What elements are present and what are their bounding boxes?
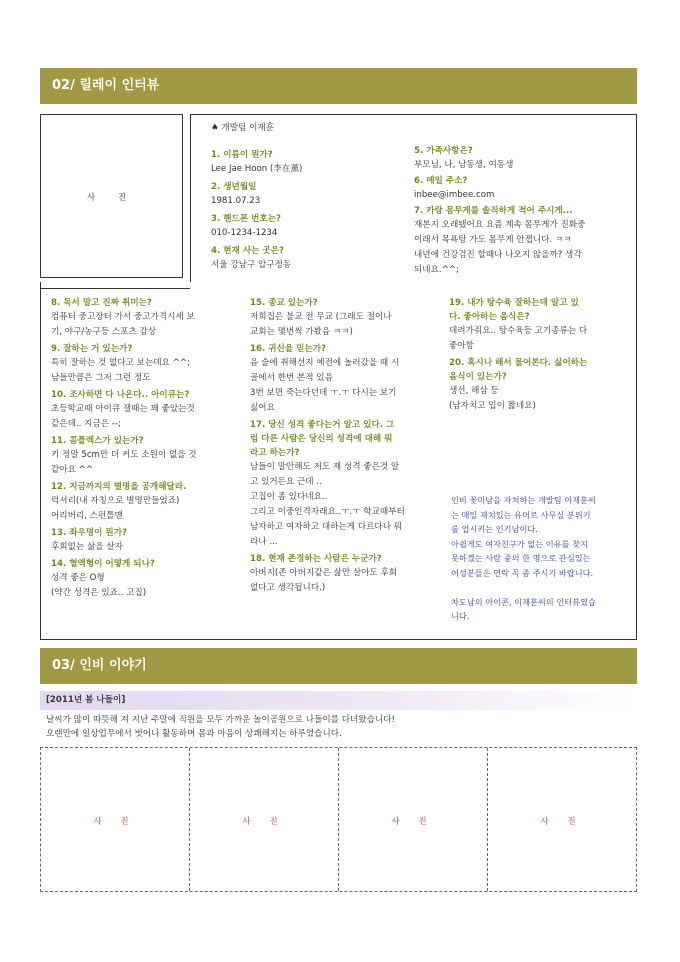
section-title: 02/ 릴레이 인터뷰 xyxy=(52,78,160,93)
answer: 싫어요 xyxy=(250,403,275,413)
answer: 생선, 해삼 등 xyxy=(449,386,499,396)
interview-column-2 xyxy=(250,296,432,596)
question: 12. 지금까지의 별명을 공개해달라. xyxy=(51,482,187,492)
note-line: 는 매일 재치있는 유머로 사무실 분위기 xyxy=(451,509,591,520)
answer: 이래서 목욕탕 가도 몸무게 안잽니다. ㅋㅋ xyxy=(414,235,572,245)
question: 다. 좋아하는 음식은? xyxy=(449,312,530,322)
question: 20. 혹시나 해서 물어본다. 싫어하는 xyxy=(449,358,588,368)
story-body xyxy=(46,713,395,741)
note-line: 아쉽게도 여자친구가 없는 이유를 찾지 xyxy=(451,538,588,549)
answer: (남자치고 입이 짧네요) xyxy=(449,401,536,411)
answer: 고집이 좀 있다네요.. xyxy=(250,492,328,502)
photo-grid xyxy=(40,747,637,892)
answer: 어리버리, 스펀틀맨 xyxy=(51,511,123,521)
note-line: 못하겠는 사람 중의 한 명으로 관심있는 xyxy=(451,553,591,563)
answer: 남자하고 여자하고 대하는게 다르다나 뭐 xyxy=(250,522,403,532)
answer: 서울 강남구 압구정동 xyxy=(211,260,292,270)
answer: Lee Jae Hoon (李在薰) xyxy=(211,164,303,174)
question: 4. 현재 사는 곳은? xyxy=(211,246,285,256)
answer: 저희집은 불교 전 무교 (그래도 절이나 xyxy=(250,312,392,322)
question: 5. 가족사항은? xyxy=(414,146,473,156)
question: 15. 종교 있는가? xyxy=(250,298,318,308)
answer: 아버지(존 아버지같은 삶만 살아도 후회 xyxy=(250,568,398,578)
answer: 남들만큼은 그저 그런 정도 xyxy=(51,373,151,383)
answer: 남들이 말안해도 저도 제 성격 좋은것 알 xyxy=(250,462,400,472)
question: 16. 귀신을 믿는가? xyxy=(250,344,327,354)
photo-label: 사 진 xyxy=(86,193,137,203)
note-line: 여성분들은 연락 꼭 좀 주시기 바랍니다. xyxy=(451,567,594,578)
answer: 컴퓨터 중고장터 가서 중고가격시세 보 xyxy=(51,312,195,322)
question: 8. 독서 말고 진짜 취미는? xyxy=(51,298,152,308)
question: 럼 다른 사람은 당신의 성격에 대해 뭐 xyxy=(250,434,393,444)
section-header-relay-interview xyxy=(40,68,637,104)
note-line: 니다. xyxy=(451,611,470,621)
question: 6. 메일 주소? xyxy=(414,176,468,186)
photo-placeholder xyxy=(488,748,636,891)
answer: 고 있거든요 근데 .. xyxy=(250,477,322,487)
story-banner xyxy=(40,691,637,710)
answer: 010-1234-1234 xyxy=(211,228,278,238)
answer: 기, 야구/농구등 스포츠 감상 xyxy=(51,327,157,337)
answer: 부모님, 나, 남동생, 여동생 xyxy=(414,160,514,170)
question: 7. 카랑 몸무게를 솔직하게 적어 주시게... xyxy=(414,206,573,216)
photo-placeholder xyxy=(190,748,339,891)
answer: 초등학교때 아이큐 잴때는 꽤 좋았는것 xyxy=(51,404,195,414)
spade-icon: ♠ xyxy=(211,123,219,133)
question: 9. 잘하는 거 있는가? xyxy=(51,344,133,354)
profile-left-column xyxy=(211,148,396,273)
note-line: 를 업시키는 인기남이다. xyxy=(451,524,538,534)
answer: 키 정말 5cm만 더 커도 소원이 없을 것 xyxy=(51,450,197,460)
photo-label: 사 진 xyxy=(391,817,435,827)
answer: 특히 잘하는 것 없다고 보는데요 ^^; xyxy=(51,358,190,368)
note-line: 차도남의 아이콘, 이재훈씨의 인터뷰였습 xyxy=(451,596,596,607)
answer: 같은데.. 지금은 --; xyxy=(51,419,121,429)
story-line: 날씨가 많이 따뜻해 져 지난 주말에 직원을 모두 가까운 놀이공원으로 나들이를 다녀왔습니다! xyxy=(46,715,395,725)
answer: 음 술에 취해선지 예전에 놀러갔을 때 시 xyxy=(250,358,400,368)
question: 18. 현재 존경하는 사람은 누군가? xyxy=(250,554,382,564)
question: 10. 조사하면 다 나온다.. 아이큐는? xyxy=(51,390,190,400)
photo-label: 사 진 xyxy=(93,817,137,827)
photo-label: 사 진 xyxy=(540,817,584,827)
interview-column-1 xyxy=(51,296,234,601)
section-header-inbee-story xyxy=(40,648,637,684)
answer: 내년에 건강검진 할때나 나오지 않을까? 생각 xyxy=(414,250,582,260)
answer: 교회는 몇번씩 가봤음 ㅋㅋ) xyxy=(250,327,353,337)
question: 음식이 있는가? xyxy=(449,372,507,382)
photo-placeholder xyxy=(41,748,190,891)
question: 1. 이름이 뭔가? xyxy=(211,150,273,160)
question: 3. 핸드폰 번호는? xyxy=(211,214,282,224)
answer: 되네요.^^; xyxy=(414,265,459,275)
answer: 좋아함 xyxy=(449,341,474,351)
section-title: 03/ 인비 이야기 xyxy=(52,658,147,673)
profile-right-column xyxy=(414,144,629,278)
profile-name: 개발팀 이재훈 xyxy=(221,123,274,133)
story-heading: [2011년 봄 나들이] xyxy=(46,695,126,705)
answer: 라나 ... xyxy=(250,537,278,547)
note-line xyxy=(451,580,631,595)
photo-placeholder xyxy=(40,114,183,278)
answer: 재본지 오래됐어요 요즘 계속 몸무게가 진화중 xyxy=(414,220,586,230)
profile-note xyxy=(451,493,631,624)
question: 19. 내가 탕수육 잘하는데 알고 있 xyxy=(449,298,579,308)
question: 13. 좌우명이 뭔가? xyxy=(51,528,128,538)
answer: 3번 보면 죽는다던데 ㅜ.ㅜ 다시는 보기 xyxy=(250,388,397,398)
answer: 골에서 한번 본적 있음 xyxy=(250,373,333,383)
question: 2. 생년월일 xyxy=(211,182,257,192)
question: 라고 하는가? xyxy=(250,448,300,458)
answer: 같아요 ^^ xyxy=(51,465,94,475)
answer: 럭셔리(내 자칭으로 별명만들었죠) xyxy=(51,496,180,506)
profile-box xyxy=(190,114,637,282)
answer: (약간 성격은 있죠.. 고집) xyxy=(51,588,147,598)
question: 14. 혈액형이 어떻게 되나? xyxy=(51,559,155,569)
answer: 후회없는 삶을 살자 xyxy=(51,542,123,552)
answer: inbee@imbee.com xyxy=(414,190,495,200)
answer: 데려가줘요.. 탕수육등 고기종류는 다 xyxy=(449,326,588,336)
answer: 없다고 생각됩니다.) xyxy=(250,583,326,593)
interview-column-3 xyxy=(449,296,629,414)
note-line: 인비 꽃미남을 자처하는 개발팀 이재훈씨 xyxy=(451,495,596,505)
answer: 1981.07.23 xyxy=(211,196,261,206)
answer: 성격 좋은 O형 xyxy=(51,573,105,583)
story-line: 오랜만에 일상업무에서 벗어나 활동하며 몸과 마음이 상쾌해지는 하루였습니다. xyxy=(46,729,342,739)
photo-label: 사 진 xyxy=(242,817,286,827)
profile-name-line xyxy=(211,121,274,133)
question: 11. 콤플렉스가 있는가? xyxy=(51,436,144,446)
question: 17. 당신 성격 좋다는거 알고 있다. 그 xyxy=(250,420,395,430)
photo-placeholder xyxy=(339,748,488,891)
answer: 그리고 이중인격자래요..ㅜ.ㅜ 학교때부터 xyxy=(250,507,405,517)
